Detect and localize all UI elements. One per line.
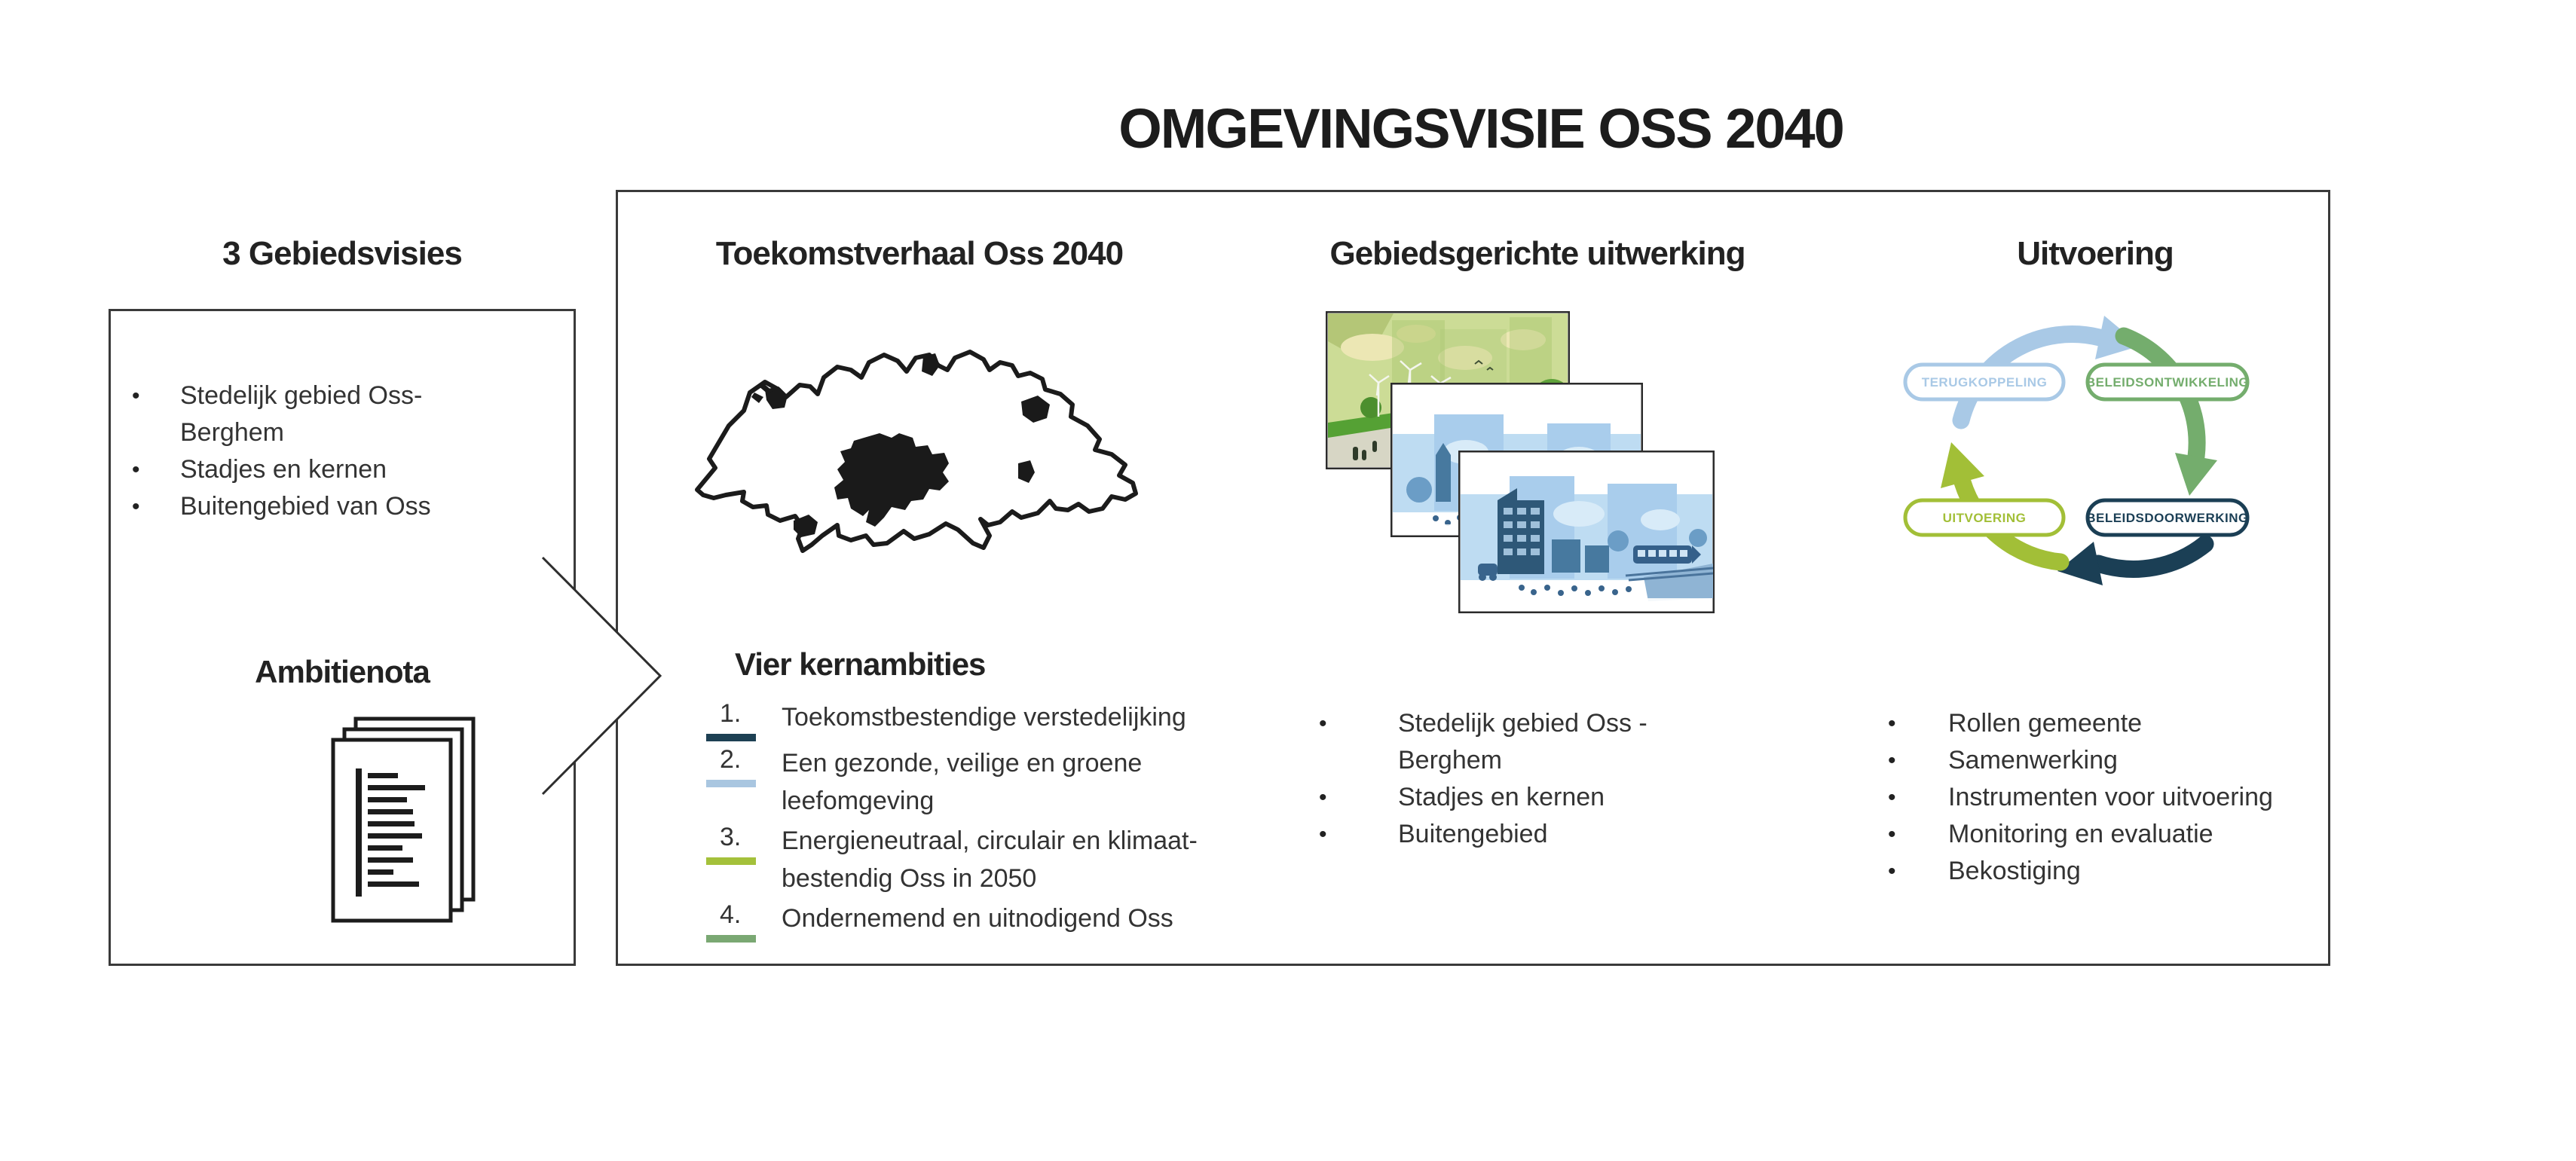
execution-list xyxy=(1888,705,2310,890)
cycle-pill-label: UITVOERING xyxy=(1942,511,2027,525)
ambition-item xyxy=(706,900,1234,943)
list-item: • Buitengebied xyxy=(1319,816,1741,853)
cycle-pill-label: TERUGKOPPELING xyxy=(1921,375,2048,390)
ambitienota-heading: Ambitienota xyxy=(255,654,430,689)
ambition-number: 4. xyxy=(720,900,742,929)
list-item: • Rollen gemeente xyxy=(1888,705,2310,742)
list-item: • Stedelijk gebied Oss-Berghem xyxy=(132,377,433,451)
oss-municipality-map-icon xyxy=(690,320,1142,573)
policy-cycle-arrows-icon xyxy=(1883,298,2320,615)
areas-list xyxy=(1319,705,1741,853)
ambition-underline xyxy=(706,935,756,943)
kernambities-heading: Vier kernambities xyxy=(735,646,986,682)
list-item: • Instrumenten voor uitvoering xyxy=(1888,779,2310,816)
cycle-pill-label: BELEIDSONTWIKKELING xyxy=(2085,375,2250,390)
cycle-pill-terugkoppeling xyxy=(1905,365,2064,399)
cycle-pill-beleidsontwikkeling xyxy=(2086,365,2249,399)
ambition-number: 1. xyxy=(720,699,742,728)
kernambities-list xyxy=(706,699,1234,946)
col-execution-heading: Uitvoering xyxy=(2017,235,2174,272)
list-item: • Bekostiging xyxy=(1888,853,2310,890)
ambition-item: Energieneutraal, circulair en klimaat- 3. bestendig Oss in 2050 xyxy=(706,823,1234,897)
list-item: • Stedelijk gebied Oss - Berghem xyxy=(1319,705,1741,779)
col-future-heading: Toekomstverhaal Oss 2040 xyxy=(715,235,1124,272)
ambition-text: Energieneutraal, circulair en klimaat- xyxy=(782,826,1198,855)
list-item: • Stadjes en kernen xyxy=(132,451,433,488)
ambition-item: Een gezonde, veilige en groene 2. leefomgeving xyxy=(706,745,1234,819)
page-title: OMGEVINGSVISIE OSS 2040 xyxy=(1118,97,1843,160)
ambition-number: 3. xyxy=(720,823,742,851)
left-panel-list xyxy=(132,377,433,525)
col-areas-heading: Gebiedsgerichte uitwerking xyxy=(1329,235,1745,272)
cycle-pill-label: BELEIDSDOORWERKING xyxy=(2086,511,2249,525)
ambition-number: 2. xyxy=(720,745,742,774)
ambition-underline xyxy=(706,734,756,741)
list-item: • Stadjes en kernen xyxy=(1319,779,1741,816)
list-item: • Samenwerking xyxy=(1888,742,2310,779)
ambition-item xyxy=(706,699,1234,741)
list-item: • Monitoring en evaluatie xyxy=(1888,816,2310,853)
ambition-text: Een gezonde, veilige en groene xyxy=(782,749,1143,778)
ambition-text: Ondernemend en uitnodigend Oss xyxy=(782,904,1173,933)
document-stack-icon xyxy=(324,714,486,933)
chevron-right-arrow-icon xyxy=(528,541,678,812)
cycle-pill-beleidsdoorwerking xyxy=(2086,500,2249,535)
left-panel-heading: 3 Gebiedsvisies xyxy=(222,235,462,272)
cycle-pill-uitvoering xyxy=(1905,500,2064,535)
blue-street-train-collage xyxy=(1458,451,1715,613)
list-item: • Buitengebied van Oss xyxy=(132,488,433,525)
ambition-text: Toekomstbestendige verstedelijking xyxy=(782,703,1186,732)
